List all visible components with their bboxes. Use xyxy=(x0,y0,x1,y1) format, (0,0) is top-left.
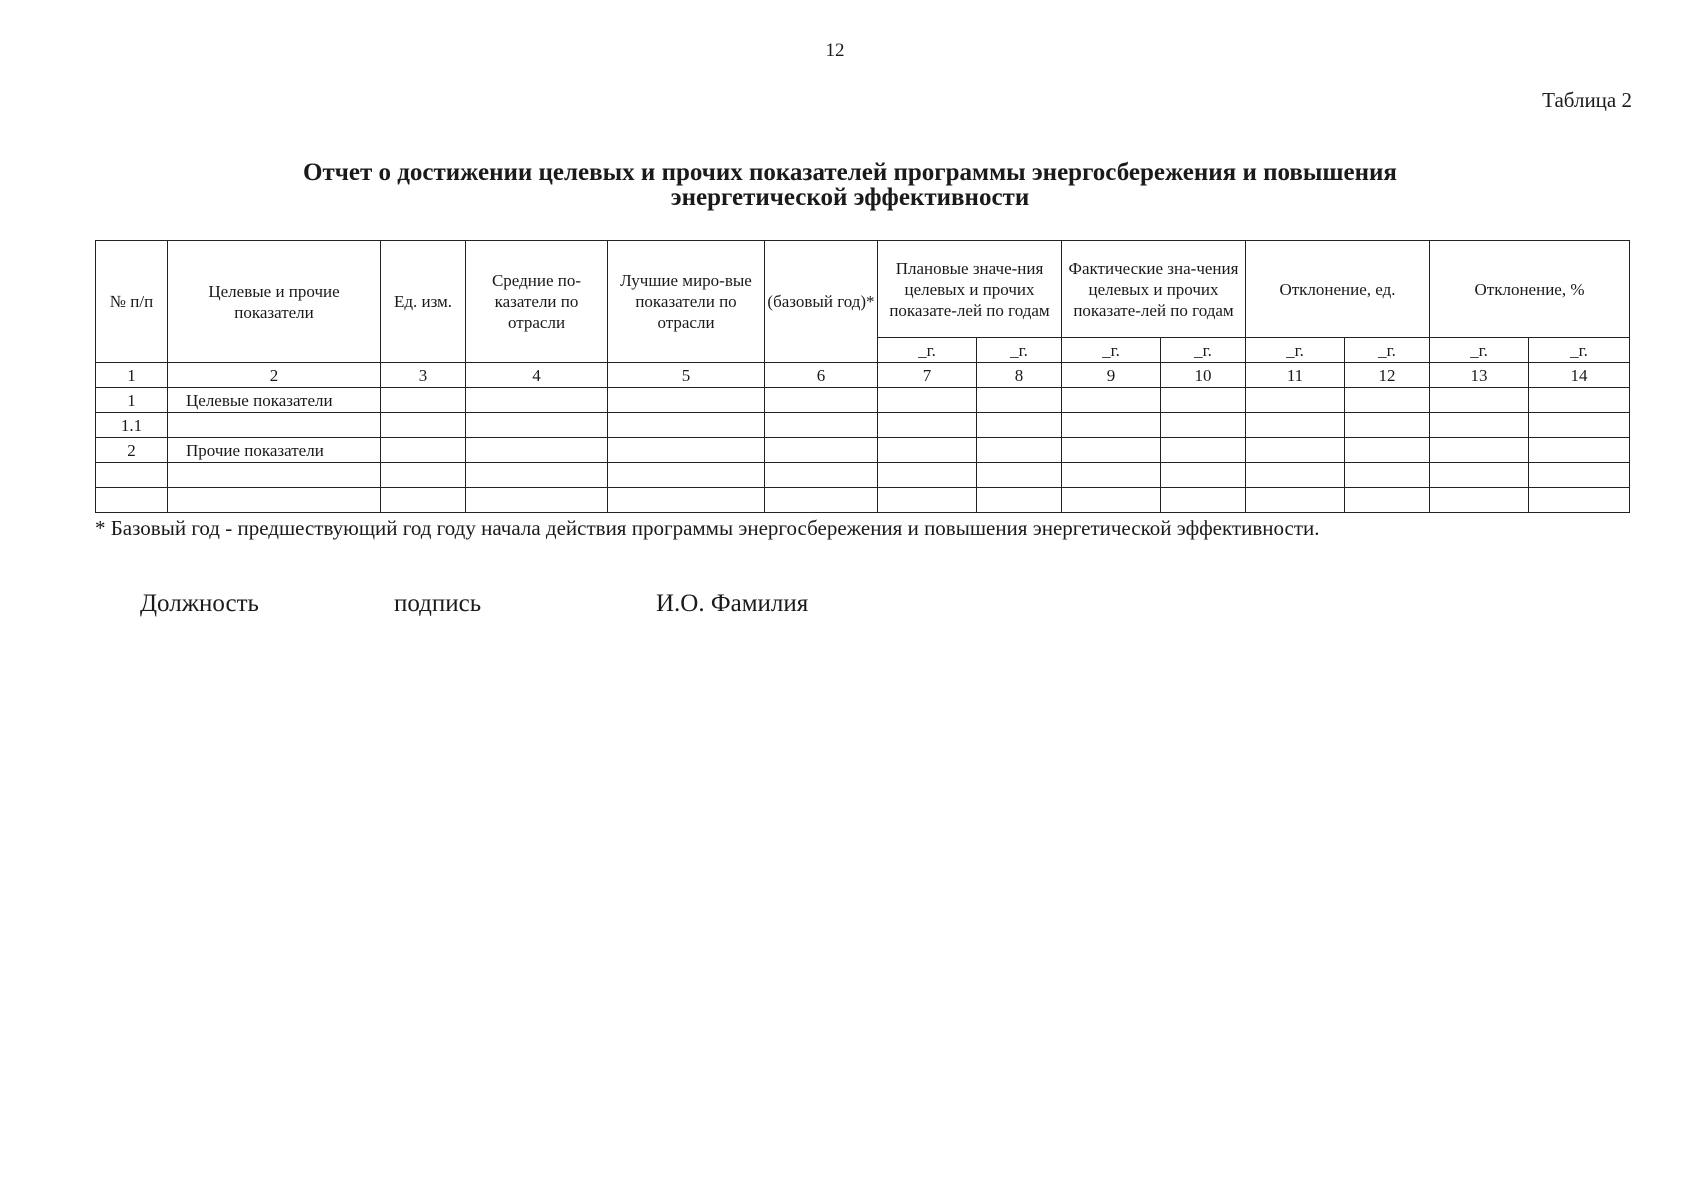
report-title-line-1: Отчет о достижении целевых и прочих показателей программы энергосбережения и повышения xyxy=(303,159,1397,186)
column-number: 13 xyxy=(1430,363,1529,388)
table-cell xyxy=(1246,463,1345,488)
column-number-row xyxy=(96,363,1630,388)
table-cell xyxy=(608,388,765,413)
report-table xyxy=(95,240,1630,513)
header-planned-values: Плановые значе-ния целевых и прочих показате-лей по годам xyxy=(878,241,1062,338)
table-row xyxy=(96,413,1630,438)
row-number: 1 xyxy=(96,388,168,413)
header-industry-average: Средние по-казатели по отрасли xyxy=(466,241,608,363)
table-cell xyxy=(1430,438,1529,463)
table-cell xyxy=(1345,488,1430,513)
table-cell xyxy=(878,488,977,513)
table-cell xyxy=(1345,388,1430,413)
column-number: 6 xyxy=(765,363,878,388)
table-cell xyxy=(1161,388,1246,413)
table-cell xyxy=(1345,463,1430,488)
table-cell xyxy=(1161,463,1246,488)
column-number: 1 xyxy=(96,363,168,388)
year-cell: _г. xyxy=(1345,338,1430,363)
table-cell xyxy=(381,388,466,413)
table-cell xyxy=(381,463,466,488)
year-cell: _г. xyxy=(1529,338,1630,363)
table-cell xyxy=(765,488,878,513)
table-cell xyxy=(381,488,466,513)
table-cell xyxy=(1430,388,1529,413)
report-title xyxy=(150,160,1550,210)
row-indicator xyxy=(168,488,381,513)
row-number xyxy=(96,488,168,513)
table-cell xyxy=(1529,488,1630,513)
table-cell xyxy=(977,438,1062,463)
year-cell: _г. xyxy=(1062,338,1161,363)
column-number: 11 xyxy=(1246,363,1345,388)
header-actual-values: Фактические зна-чения целевых и прочих показате-лей по годам xyxy=(1062,241,1246,338)
table-label: Таблица 2 xyxy=(1542,88,1632,112)
footnote: * Базовый год - предшествующий год году начала действия программы энергосбережения и повышения энергетической эффективности. xyxy=(95,516,1320,540)
table-cell xyxy=(1161,438,1246,463)
table-cell xyxy=(1246,388,1345,413)
header-indicators: Целевые и прочие показатели xyxy=(168,241,381,363)
table-cell xyxy=(466,413,608,438)
table-cell xyxy=(1062,413,1161,438)
table-row xyxy=(96,488,1630,513)
table-cell xyxy=(878,438,977,463)
table-cell xyxy=(878,388,977,413)
year-cell: _г. xyxy=(1161,338,1246,363)
row-indicator: Целевые показатели xyxy=(168,388,381,413)
column-number: 4 xyxy=(466,363,608,388)
table-row xyxy=(96,438,1630,463)
table-cell xyxy=(608,413,765,438)
header-num: № п/п xyxy=(96,241,168,363)
column-number: 8 xyxy=(977,363,1062,388)
report-title-line-2: энергетической эффективности xyxy=(670,184,1030,211)
header-unit: Ед. изм. xyxy=(381,241,466,363)
header-deviation-units: Отклонение, ед. xyxy=(1246,241,1430,338)
table-cell xyxy=(466,388,608,413)
table-cell xyxy=(977,463,1062,488)
table-cell xyxy=(1430,488,1529,513)
table-row xyxy=(96,388,1630,413)
row-number: 2 xyxy=(96,438,168,463)
table-cell xyxy=(1430,463,1529,488)
table-cell xyxy=(608,463,765,488)
row-indicator xyxy=(168,463,381,488)
page-number: 12 xyxy=(825,40,845,61)
table-cell xyxy=(765,463,878,488)
row-indicator: Прочие показатели xyxy=(168,438,381,463)
signature-name: И.О. Фамилия xyxy=(656,590,809,617)
header-base-year: (базовый год)* xyxy=(765,241,878,363)
table-cell xyxy=(765,388,878,413)
table-cell xyxy=(1062,438,1161,463)
table-cell xyxy=(878,413,977,438)
column-number: 2 xyxy=(168,363,381,388)
table-cell xyxy=(466,463,608,488)
header-deviation-percent: Отклонение, % xyxy=(1430,241,1630,338)
column-number: 3 xyxy=(381,363,466,388)
signature-position: Должность xyxy=(140,590,259,617)
table-cell xyxy=(1529,413,1630,438)
table-cell xyxy=(381,438,466,463)
row-indicator xyxy=(168,413,381,438)
column-number: 9 xyxy=(1062,363,1161,388)
table-cell xyxy=(1529,463,1630,488)
table-cell xyxy=(977,413,1062,438)
signature-field: подпись xyxy=(394,590,482,617)
table-cell xyxy=(1246,438,1345,463)
table-cell xyxy=(1062,488,1161,513)
row-number xyxy=(96,463,168,488)
column-number: 12 xyxy=(1345,363,1430,388)
table-cell xyxy=(1529,388,1630,413)
table-cell xyxy=(466,488,608,513)
year-cell: _г. xyxy=(878,338,977,363)
row-number: 1.1 xyxy=(96,413,168,438)
table-cell xyxy=(1062,388,1161,413)
year-cell: _г. xyxy=(1430,338,1529,363)
column-number: 14 xyxy=(1529,363,1630,388)
table-cell xyxy=(1345,438,1430,463)
column-number: 7 xyxy=(878,363,977,388)
header-world-best: Лучшие миро-вые показатели по отрасли xyxy=(608,241,765,363)
table-cell xyxy=(1161,488,1246,513)
table-cell xyxy=(1529,438,1630,463)
table-cell xyxy=(977,388,1062,413)
table-cell xyxy=(466,438,608,463)
table-row xyxy=(96,463,1630,488)
column-number: 5 xyxy=(608,363,765,388)
year-cell: _г. xyxy=(1246,338,1345,363)
table-cell xyxy=(765,413,878,438)
table-cell xyxy=(381,413,466,438)
table-cell xyxy=(1430,413,1529,438)
table-cell xyxy=(765,438,878,463)
table-cell xyxy=(608,438,765,463)
table-cell xyxy=(1246,413,1345,438)
table-cell xyxy=(1161,413,1246,438)
table-cell xyxy=(1246,488,1345,513)
table-cell xyxy=(608,488,765,513)
table-cell xyxy=(1062,463,1161,488)
table-cell xyxy=(1345,413,1430,438)
table-cell xyxy=(878,463,977,488)
table-cell xyxy=(977,488,1062,513)
year-cell: _г. xyxy=(977,338,1062,363)
header-row xyxy=(96,241,1630,338)
column-number: 10 xyxy=(1161,363,1246,388)
